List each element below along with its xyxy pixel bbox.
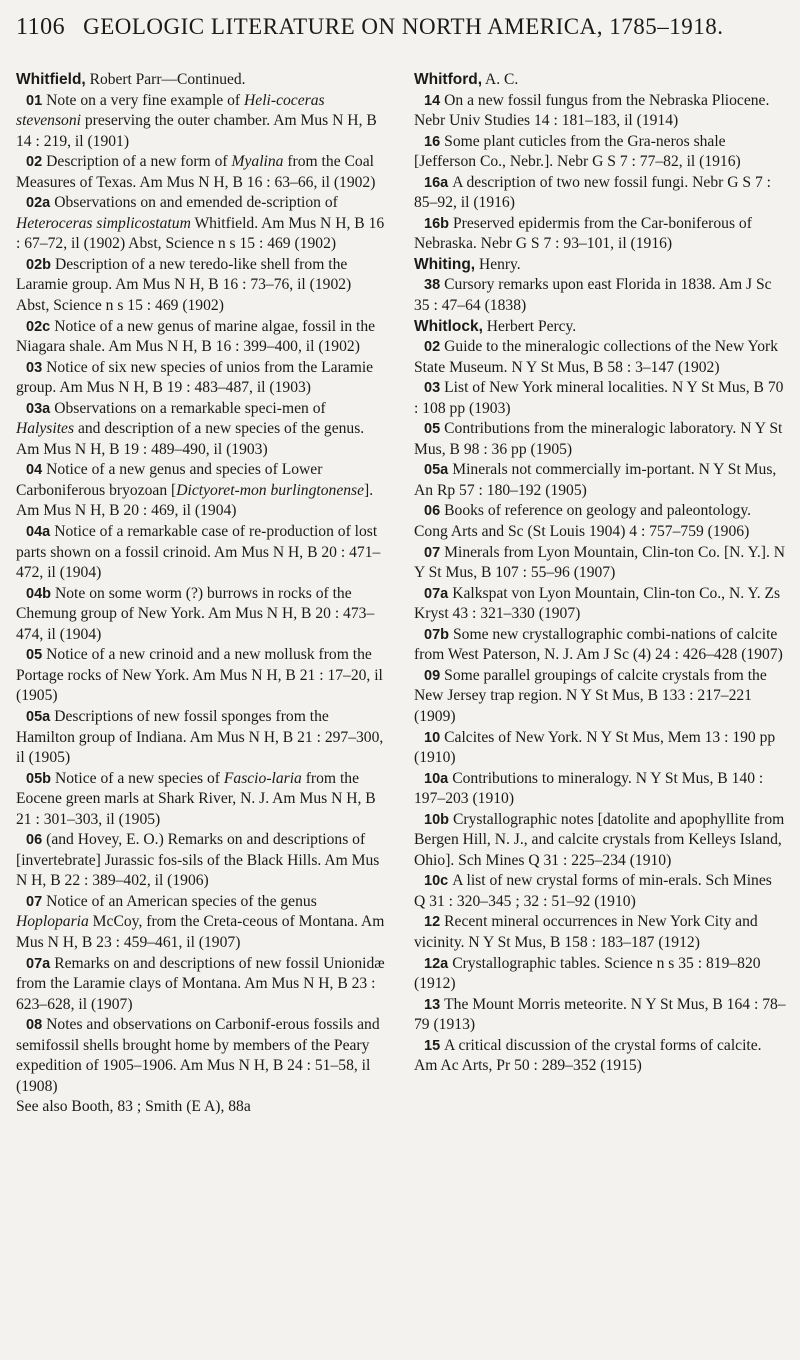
entry-text: A critical discussion of the crystal forms of calcite. Am Ac Arts, Pr 50 : 289–352 (1915) [414, 1036, 762, 1075]
entry-number: 02a [26, 195, 51, 212]
entry-number: 13 [424, 996, 441, 1013]
entry-number: 16a [424, 174, 449, 191]
page-number: 1106 [16, 14, 66, 40]
bibliography-entry [414, 769, 786, 810]
entry-text: Observations on a remarkable speci-men of [54, 399, 326, 417]
author-heading [16, 70, 386, 91]
bibliography-entry [414, 995, 786, 1036]
entry-text: Notice of a new crinoid and a new mollusk from the Portage rocks of New York. Am Mus N H, B 21 : 17–20, il (1905) [16, 646, 383, 705]
entry-text: Crystallographic notes [datolite and apophyllite from Bergen Hill, N. J., and calcite crystals from Kelleys Island, Ohio]. Sch Mines Q 31 : 225–234 (1910) [414, 810, 785, 869]
entry-text: Description of a new teredo-like shell from the Laramie group. Am Mus N H, B 16 : 73–76, il (1902) Abst, Science n s 15 : 469 (1902) [16, 255, 352, 315]
bibliography-entry [414, 810, 786, 872]
bibliography-entry [414, 378, 786, 419]
entry-number: 05a [26, 708, 51, 725]
entry-number: 07a [424, 585, 449, 602]
bibliography-entry [414, 666, 786, 728]
entry-text: Calcites of New York. N Y St Mus, Mem 13 : 190 pp (1910) [414, 728, 776, 767]
bibliography-entry [414, 954, 786, 995]
right-column [414, 70, 786, 1118]
entry-number: 10a [424, 770, 449, 787]
entry-text: Cursory remarks upon east Florida in 1838. Am J Sc 35 : 47–64 (1838) [414, 276, 772, 315]
author-heading [414, 317, 786, 338]
bibliography-entry [16, 954, 386, 1016]
author-name: Whiting, [414, 255, 476, 273]
entry-number: 09 [424, 667, 441, 684]
entry-text: Notice of six new species of unios from the Laramie group. Am Mus N H, B 19 : 483–487, il (1903) [16, 358, 374, 397]
bibliography-entry [16, 830, 386, 892]
entry-number: 04b [26, 585, 51, 602]
entry-text: Notice of a new species of [55, 769, 224, 787]
entry-text: Preserved epidermis from the Car-boniferous of Nebraska. Nebr G S 7 : 93–101, il (1916) [414, 214, 752, 253]
entry-text: Books of reference on geology and paleontology. Cong Arts and Sc (St Louis 1904) 4 : 757–759 (1906) [414, 502, 752, 541]
bibliography-entry [414, 625, 786, 666]
entry-text: A list of new crystal forms of min-erals. Sch Mines Q 31 : 320–345 ; 32 : 51–92 (1910) [414, 872, 772, 910]
entry-number: 05 [424, 421, 441, 438]
entry-number: 02c [26, 318, 51, 335]
author-heading [414, 70, 786, 91]
entry-text: Some new crystallographic combi-nations of calcite from West Paterson, N. J. Am J Sc (4) 24 : 426–428 (1907) [414, 625, 783, 664]
bibliography-entry [414, 275, 786, 316]
bibliography-entry [16, 91, 386, 153]
taxon-name: Hoploparia [16, 913, 89, 931]
bibliography-entry [414, 1036, 786, 1077]
entry-text-cont: preserving the outer chamber. Am Mus N H, B 14 : 219, il (1901) [16, 112, 377, 150]
author-rest: Herbert Percy. [482, 317, 577, 335]
entry-text: Notice of an American species of the genus [46, 892, 317, 910]
entry-number: 02b [26, 256, 51, 273]
entry-text: Remarks on and descriptions of new fossil Unionidæ from the Laramie clays of Montana. Am Mus N H, B 23 : 623–628, il (1907) [16, 954, 385, 1013]
entry-number: 05b [26, 770, 51, 787]
running-head [16, 0, 786, 44]
bibliography-entry [414, 501, 786, 542]
bibliography-entry [16, 707, 386, 769]
entry-text-cont: from the Eocene green marls at Shark River, N. J. Am Mus N H, B 21 : 301–303, il (1905) [16, 769, 376, 828]
author-name: Whitford, [414, 71, 483, 88]
entry-number: 07 [424, 544, 441, 561]
entry-number: 07b [424, 626, 449, 643]
author-name: Whitlock, [414, 317, 483, 335]
entry-text: A description of two new fossil fungi. Nebr G S 7 : 85–92, il (1916) [414, 173, 771, 212]
entry-text: (and Hovey, E. O.) Remarks on and descriptions of [invertebrate] Jurassic fos-sils of the Black Hills. Am Mus N H, B 22 : 389–402, il (1906) [16, 831, 380, 890]
author-rest: Robert Parr—Continued. [85, 71, 246, 88]
taxon-name: Heteroceras simplicostatum [16, 214, 191, 232]
entry-text: Observations on and emended de-scription of [54, 194, 338, 212]
author-rest: A. C. [482, 71, 519, 88]
entry-text: Crystallographic tables. Science n s 35 : 819–820 (1912) [414, 954, 761, 993]
entry-number: 07a [26, 955, 51, 972]
entry-number: 12a [424, 955, 449, 972]
bibliography-entry [16, 522, 386, 584]
bibliography-entry [414, 728, 786, 769]
entry-text: Notes and observations on Carbonif-erous fossils and semifossil shells brought home by members of the Peary expedition of 1905–1906. Am Mus N H, B 24 : 51–58, il (1908) [16, 1016, 380, 1095]
entry-number: 14 [424, 92, 441, 109]
bibliography-entry [414, 214, 786, 255]
bibliography-entry [414, 912, 786, 953]
entry-number: 15 [424, 1037, 441, 1054]
entry-text: Contributions to mineralogy. N Y St Mus, B 140 : 197–203 (1910) [414, 769, 764, 808]
author-heading [414, 255, 786, 276]
entry-number: 10c [424, 873, 449, 890]
bibliography-entry [16, 645, 386, 707]
entry-number: 16 [424, 133, 441, 150]
bibliography-entry [16, 317, 386, 358]
entry-number: 07 [26, 893, 43, 910]
bibliography-entry [16, 769, 386, 831]
columns [16, 70, 786, 1118]
author-rest: Henry. [475, 255, 521, 273]
entry-number: 03 [26, 359, 43, 376]
entry-number: 06 [424, 503, 441, 520]
entry-number: 02 [424, 339, 441, 356]
bibliography-entry [16, 460, 386, 522]
left-column [16, 70, 386, 1118]
entry-number: 10b [424, 811, 449, 828]
entry-text: Minerals not commercially im-portant. N Y St Mus, An Rp 57 : 180–192 (1905) [414, 461, 777, 499]
entry-number: 10 [424, 729, 441, 746]
entry-number: 03 [424, 380, 441, 397]
entry-text: Contributions from the mineralogic laboratory. N Y St Mus, B 98 : 36 pp (1905) [414, 420, 783, 458]
entry-number: 05 [26, 647, 43, 664]
bibliography-entry [414, 584, 786, 625]
entry-text: Description of a new form of [46, 153, 232, 171]
entry-text: List of New York mineral localities. N Y St Mus, B 70 : 108 pp (1903) [414, 379, 784, 417]
bibliography-entry [16, 1015, 386, 1097]
entry-number: 02 [26, 154, 43, 171]
entry-number: 38 [424, 277, 441, 294]
taxon-name: Myalina [231, 153, 284, 171]
bibliography-entry [16, 584, 386, 646]
bibliography-entry [16, 152, 386, 193]
see-also-note: See also Booth, 83 ; Smith (E A), 88a [16, 1098, 251, 1116]
bibliography-entry [414, 871, 786, 912]
entry-text-cont: from the Coal Measures of Texas. Am Mus N H, B 16 : 63–66, il (1902) [16, 153, 376, 191]
entry-text: Guide to the mineralogic collections of the New York State Museum. N Y St Mus, B 58 : 3–147 (1902) [414, 338, 779, 376]
entry-number: 04a [26, 524, 51, 541]
author-name: Whitfield, [16, 71, 86, 88]
entry-text: Kalkspat von Lyon Mountain, Clin-ton Co., N. Y. Zs Kryst 43 : 321–330 (1907) [414, 584, 781, 623]
entry-text: Minerals from Lyon Mountain, Clin-ton Co. [N. Y.]. N Y St Mus, B 107 : 55–96 (1907) [414, 543, 786, 582]
entry-number: 16b [424, 215, 449, 232]
entry-number: 08 [26, 1017, 43, 1034]
taxon-name: Halysites [16, 420, 75, 438]
entry-text: Notice of a new genus of marine algae, fossil in the Niagara shale. Am Mus N H, B 16 : 399–400, il (1902) [16, 317, 376, 356]
taxon-name: Fascio-laria [223, 769, 302, 787]
entry-text: Some parallel groupings of calcite crystals from the New Jersey trap region. N Y St Mus, B 133 : 217–221 (1909) [414, 666, 767, 725]
entry-number: 06 [26, 832, 43, 849]
bibliography-entry [16, 892, 386, 954]
bibliography-entry [414, 419, 786, 460]
bibliography-entry [414, 132, 786, 173]
entry-text: Descriptions of new fossil sponges from the Hamilton group of Indiana. Am Mus N H, B 21 : 297–300, il (1905) [16, 707, 384, 767]
bibliography-entry [414, 337, 786, 378]
bibliography-entry [16, 358, 386, 399]
bibliography-entry [414, 91, 786, 132]
bibliography-entry [414, 173, 786, 214]
entry-number: 12 [424, 914, 441, 931]
entry-text-cont: and description of a new species of the genus. Am Mus N H, B 19 : 489–490, il (1903) [16, 420, 365, 458]
bibliography-entry [16, 399, 386, 461]
entry-number: 01 [26, 92, 43, 109]
entry-text: Notice of a remarkable case of re-production of lost parts shown on a fossil crinoid. Am Mus N H, B 20 : 471–472, il (1904) [16, 523, 381, 582]
bibliography-entry [414, 460, 786, 501]
entry-text-cont: Whitfield. Am Mus N H, B 16 : 67–72, il (1902) Abst, Science n s 15 : 469 (1902) [16, 214, 385, 253]
taxon-name: Dictyoret-mon burlingtonense [176, 481, 365, 499]
running-title: GEOLOGIC LITERATURE ON NORTH AMERICA, 1785–1918. [83, 14, 724, 39]
taxon-name: Heli-coceras stevensoni [16, 91, 325, 130]
entry-text: The Mount Morris meteorite. N Y St Mus, B 164 : 78–79 (1913) [414, 995, 786, 1034]
entry-text: Note on some worm (?) burrows in rocks of the Chemung group of New York. Am Mus N H, B 20 : 473–474, il (1904) [16, 584, 375, 643]
entry-number: 04 [26, 462, 43, 479]
bibliography-entry [414, 543, 786, 584]
entry-text: Note on a very fine example of [46, 91, 245, 109]
entry-text: Recent mineral occurrences in New York City and vicinity. N Y St Mus, B 158 : 183–187 (1912) [414, 913, 758, 951]
bibliography-entry [16, 255, 386, 317]
entry-text: Some plant cuticles from the Gra-neros shale [Jefferson Co., Nebr.]. Nebr G S 7 : 77–82, il (1916) [414, 132, 741, 171]
entry-text-cont: McCoy, from the Creta-ceous of Montana. Am Mus N H, B 23 : 459–461, il (1907) [16, 913, 385, 951]
entry-text: Notice of a new genus and species of Lower Carboniferous bryozoan [ [16, 461, 323, 499]
bibliography-entry [16, 193, 386, 255]
entry-number: 03a [26, 400, 51, 417]
entry-number: 05a [424, 462, 449, 479]
entry-text: On a new fossil fungus from the Nebraska Pliocene. Nebr Univ Studies 14 : 181–183, il (1914) [414, 91, 770, 130]
entry-text-cont: ]. Am Mus N H, B 20 : 469, il (1904) [16, 481, 374, 520]
